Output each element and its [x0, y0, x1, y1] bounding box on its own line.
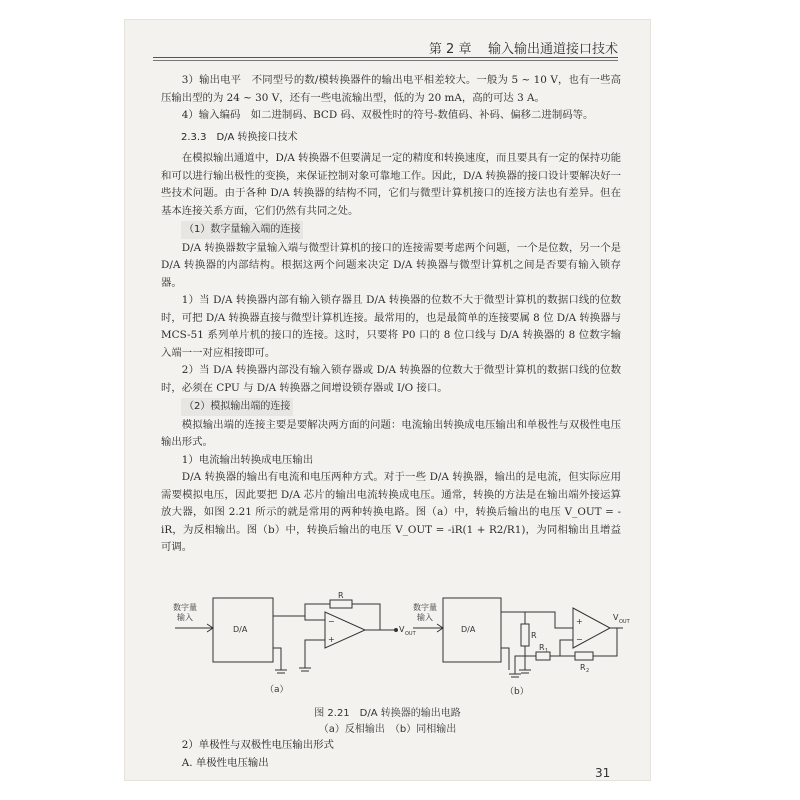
b-inv-wire — [550, 640, 573, 656]
paragraph-sub1-c: 2）当 D/A 转换器内部没有输入锁存器或 D/A 转换器的位数大于微型计算机的数据口线的位数时，必须在 CPU 与 D/A 转换器之间增设锁存器或 I/O 接口。 — [161, 364, 621, 394]
paragraph-input-encoding: 4）输入编码 如二进制码、BCD 码、双极性时的符号-数值码、补码、偏移二进制码等。 — [181, 109, 594, 121]
a-block-label: D/A — [233, 625, 248, 634]
page-number: 31 — [595, 766, 611, 780]
b-r1-ground — [509, 656, 536, 677]
chapter-number: 第 2 章 — [428, 42, 472, 57]
b-output-label: V — [613, 613, 619, 622]
book-page — [125, 20, 650, 780]
chapter-title: 输入输出通道接口技术 — [487, 42, 618, 57]
paragraph-sub2-c: D/A 转换器的输出有电流和电压两种方式。对于一些 D/A 转换器，输出的是电流，但实际应用需要模拟电压，因此要把 D/A 芯片的输出电流转换成电压。通常，转换的方法是在输出端外接运算放大器，如图 2.21 所示的就是常用的两种转换电路。图（a）中，转换后输出的电压 V_OUT = -iR，为反相输出。图（b）中，转换后输出的电压 V_OUT = -iR(1 + R2/R1)，为同相输出且增益可调。 — [161, 471, 621, 553]
figure-caption: 图 2.21 D/A 转换器的输出电路 — [314, 708, 461, 719]
figure-2-21 — [155, 590, 630, 710]
b-input-label-1: 数字量 — [413, 603, 437, 612]
a-input-arrow — [175, 624, 213, 632]
paragraph-intro: 在模拟输出通道中，D/A 转换器不但要满足一定的精度和转换速度，而且要具有一定的保持功能和可以进行输出极性的变换，来保证控制对象可靠地工作。因此，D/A 转换器的接口设计要解决好一些技术问题。由于各种 D/A 转换器的结构不同，它们与微型计算机接口的连接方法也有差异。但在基本连接关系方面，它们仍然有共同之处。 — [161, 152, 621, 217]
a-da-ground — [273, 648, 287, 673]
paragraph-output-level: 3）输出电平 不同型号的数/模转换器件的输出电平相差较大。一般为 5 ~ 10 V，也有一些高压输出型的为 24 ~ 30 V，还有一些电流输出型，低的为 20 mA，高的可达 3 A。 — [161, 74, 621, 104]
b-resistor-r2 — [575, 652, 593, 660]
b-fb-wire-2 — [593, 628, 617, 656]
b-r-ground — [519, 646, 531, 673]
circuit-a — [173, 591, 417, 695]
b-block-label: D/A — [461, 625, 476, 634]
section-heading: 2.3.3 D/A 转换接口技术 — [181, 131, 298, 143]
tail-text — [161, 737, 621, 772]
b-r1-sub: 1 — [545, 648, 549, 654]
a-feedback-left — [305, 604, 330, 616]
b-panel-label: （b） — [505, 687, 529, 697]
a-resistor-label: R — [338, 591, 344, 600]
figure-subcaption: （a）反相输出 （b）同相输出 — [318, 724, 457, 735]
b-output-sub: OUT — [619, 619, 630, 625]
b-resistor-r — [521, 624, 529, 646]
paragraph-sub1-b: 1）当 D/A 转换器内部有输入锁存器且 D/A 转换器的位数不大于微型计算机的数据口线的位数时，可把 D/A 转换器直接与微型计算机连接。最常用的，也是最简单的连接要属 8 位 D/A 转换器与 MCS-51 系列单片机的接口的连接。这时，只要将 P0 口的 8 位口线与 D/A 转换器的 8 位数字输入端一一对应相接即可。 — [161, 294, 621, 359]
circuit-b — [413, 598, 631, 697]
svg-text:−: − — [576, 635, 583, 644]
a-output-sub: OUT — [405, 631, 416, 637]
body-text — [161, 72, 621, 557]
header-rule — [153, 57, 618, 61]
b-resistor-label: R — [531, 631, 537, 640]
a-input-label-2: 输入 — [177, 613, 193, 622]
b-da-ground — [501, 648, 509, 670]
tail-line-2: A. 单极性电压输出 — [181, 756, 269, 769]
a-ground — [299, 640, 325, 671]
b-input-arrow — [413, 624, 443, 632]
a-output-label: V — [399, 625, 405, 634]
running-header — [125, 38, 618, 57]
svg-text:+: + — [328, 635, 335, 644]
b-r2-sub: 2 — [586, 668, 590, 674]
b-input-label-2: 输入 — [417, 613, 433, 622]
a-panel-label: （a） — [265, 685, 289, 695]
tail-line-1: 2）单极性与双极性电压输出形式 — [181, 739, 334, 751]
paragraph-sub2-a: 模拟输出端的连接主要是要解决两方面的问题：电流输出转换成电压输出和单极性与双极性电压输出形式。 — [161, 418, 621, 448]
figure-caption-block — [125, 706, 650, 738]
a-input-label-1: 数字量 — [173, 603, 197, 612]
subheading-analog-output: （2）模拟输出端的连接 — [181, 398, 293, 416]
subheading-digital-input: （1）数字量输入端的连接 — [181, 221, 303, 239]
a-resistor-r — [330, 600, 352, 608]
paragraph-sub2-b: 1）电流输出转换成电压输出 — [181, 453, 314, 466]
b-output-wire — [501, 612, 525, 624]
paragraph-sub1-a: D/A 转换器数字量输入端与微型计算机的接口的连接需要考虑两个问题，一个是位数，另一个是 D/A 转换器的内部结构。根据这两个问题来决定 D/A 转换器与微型计算机之间是否要有输入锁存器。 — [161, 241, 621, 289]
svg-text:−: − — [328, 617, 335, 626]
b-noninv-wire — [525, 612, 573, 628]
svg-text:+: + — [576, 617, 583, 626]
b-r2-label: R — [580, 663, 586, 672]
b-r1-label: R — [539, 643, 545, 652]
a-output-wire — [273, 616, 325, 620]
